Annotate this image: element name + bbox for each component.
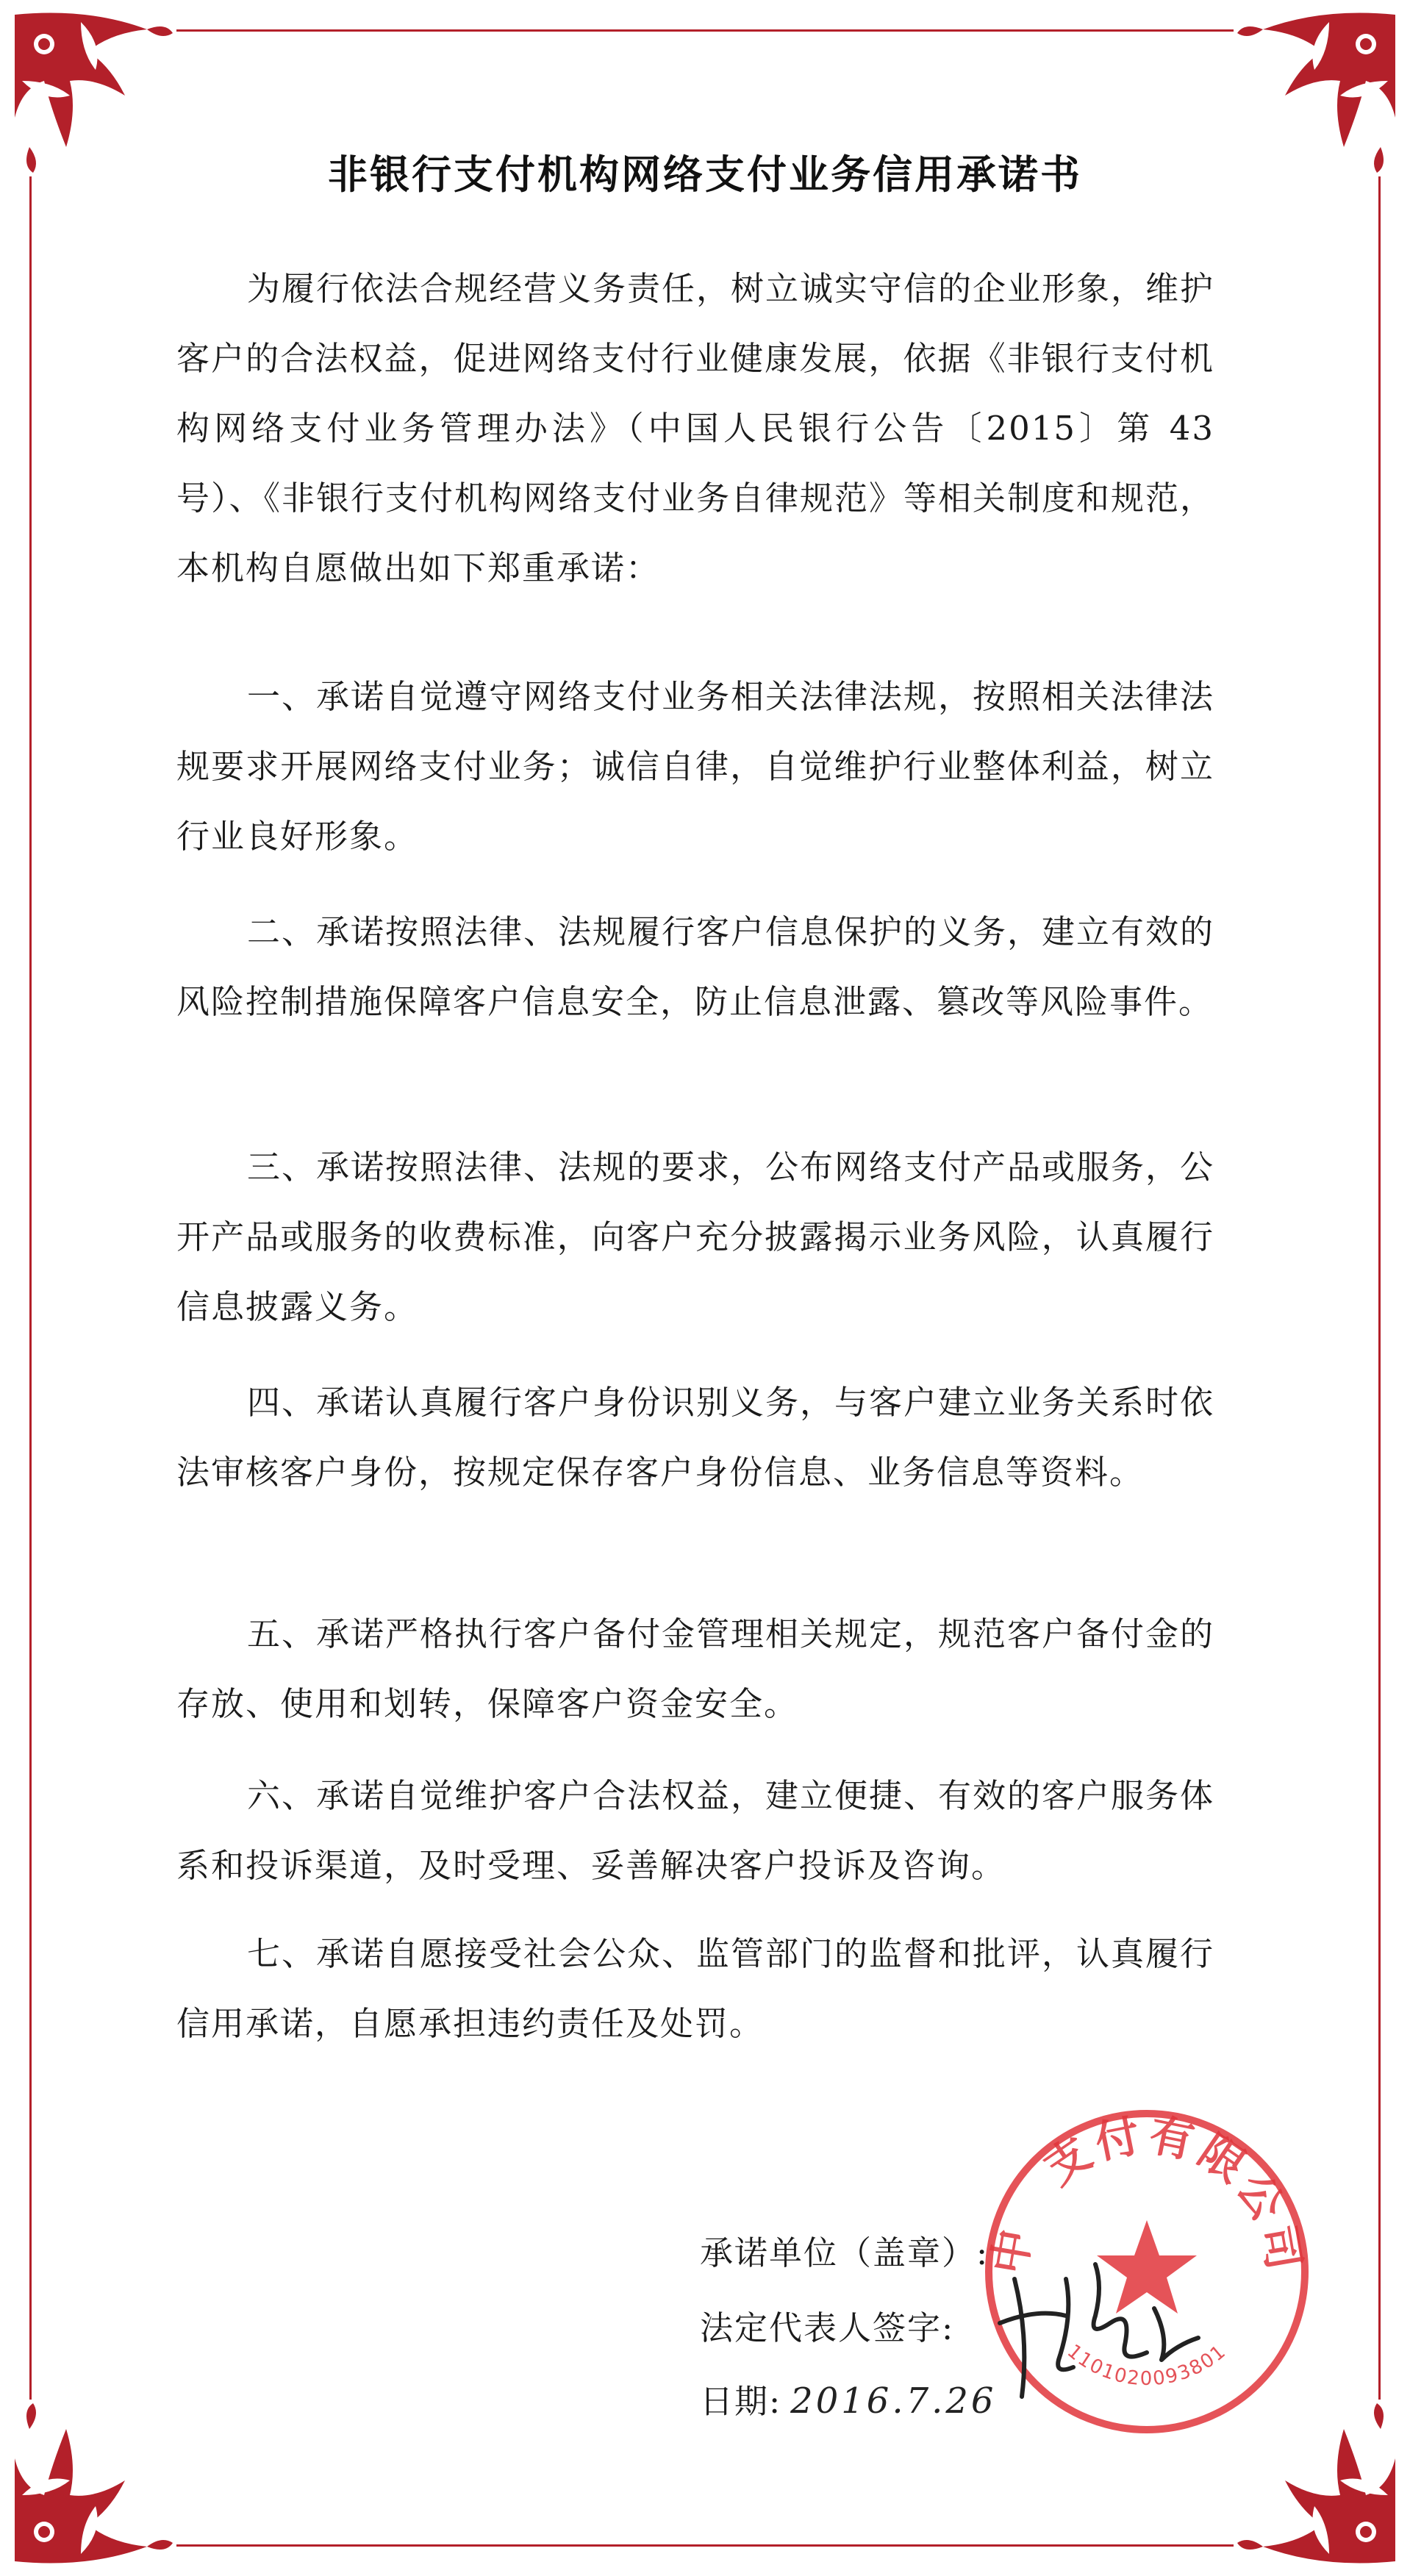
handwritten-signature (985, 2235, 1220, 2411)
frame-left-line (29, 176, 32, 2400)
commitment-2: 二、承诺按照法律、法规履行客户信息保护的义务，建立有效的风险控制措施保障客户信息安全，防止信息泄露、篡改等风险事件。 (176, 912, 1215, 1021)
date-line (700, 2375, 996, 2422)
legal-rep-label: 法定代表人签字: (700, 2308, 955, 2347)
frame-right-line (1378, 176, 1381, 2400)
frame-top-line (176, 29, 1234, 32)
commitment-3: 三、承诺按照法律、法规的要求，公布网络支付产品或服务，公开产品或服务的收费标准，向客户充分披露揭示业务风险，认真履行信息披露义务。 (176, 1148, 1215, 1326)
commitment-6: 六、承诺自觉维护客户合法权益，建立便捷、有效的客户服务体系和投诉渠道，及时受理、妥善解决客户投诉及咨询。 (176, 1776, 1215, 1885)
seal-code: 1101020093801 (1062, 2340, 1231, 2391)
intro-paragraph: 为履行依法合规经营义务责任，树立诚实守信的企业形象，维护客户的合法权益，促进网络支付行业健康发展，依据《非银行支付机构网络支付业务管理办法》（中国人民银行公告〔2015〕第 43 号）、《非银行支付机构网络支付业务自律规范》等相关制度和规范，本机构自愿做出如下郑重承诺： (176, 269, 1215, 587)
commitment-7: 七、承诺自愿接受社会公众、监管部门的监督和批评，认真履行信用承诺，自愿承担违约责任及处罚。 (176, 1934, 1215, 2043)
seal-text: 中 支付有限公司 (983, 2109, 1311, 2278)
document-title: 非银行支付机构网络支付业务信用承诺书 (328, 151, 1082, 198)
commitment-1: 一、承诺自觉遵守网络支付业务相关法律法规，按照相关法律法规要求开展网络支付业务；诚信自律，自觉维护行业整体利益，树立行业良好形象。 (176, 677, 1215, 856)
commitment-5: 五、承诺严格执行客户备付金管理相关规定，规范客户备付金的存放、使用和划转，保障客户资金安全。 (176, 1614, 1215, 1723)
handwritten-date: 2016.7.26 (790, 2380, 997, 2422)
date-label: 日期: (700, 2382, 782, 2421)
commitment-4: 四、承诺认真履行客户身份识别义务，与客户建立业务关系时依法审核客户身份，按规定保存客户身份信息、业务信息等资料。 (176, 1383, 1215, 1492)
frame-bottom-line (176, 2544, 1234, 2547)
floral-corner-icon (0, 2400, 176, 2576)
signing-unit-label: 承诺单位（盖章）: (700, 2233, 989, 2272)
